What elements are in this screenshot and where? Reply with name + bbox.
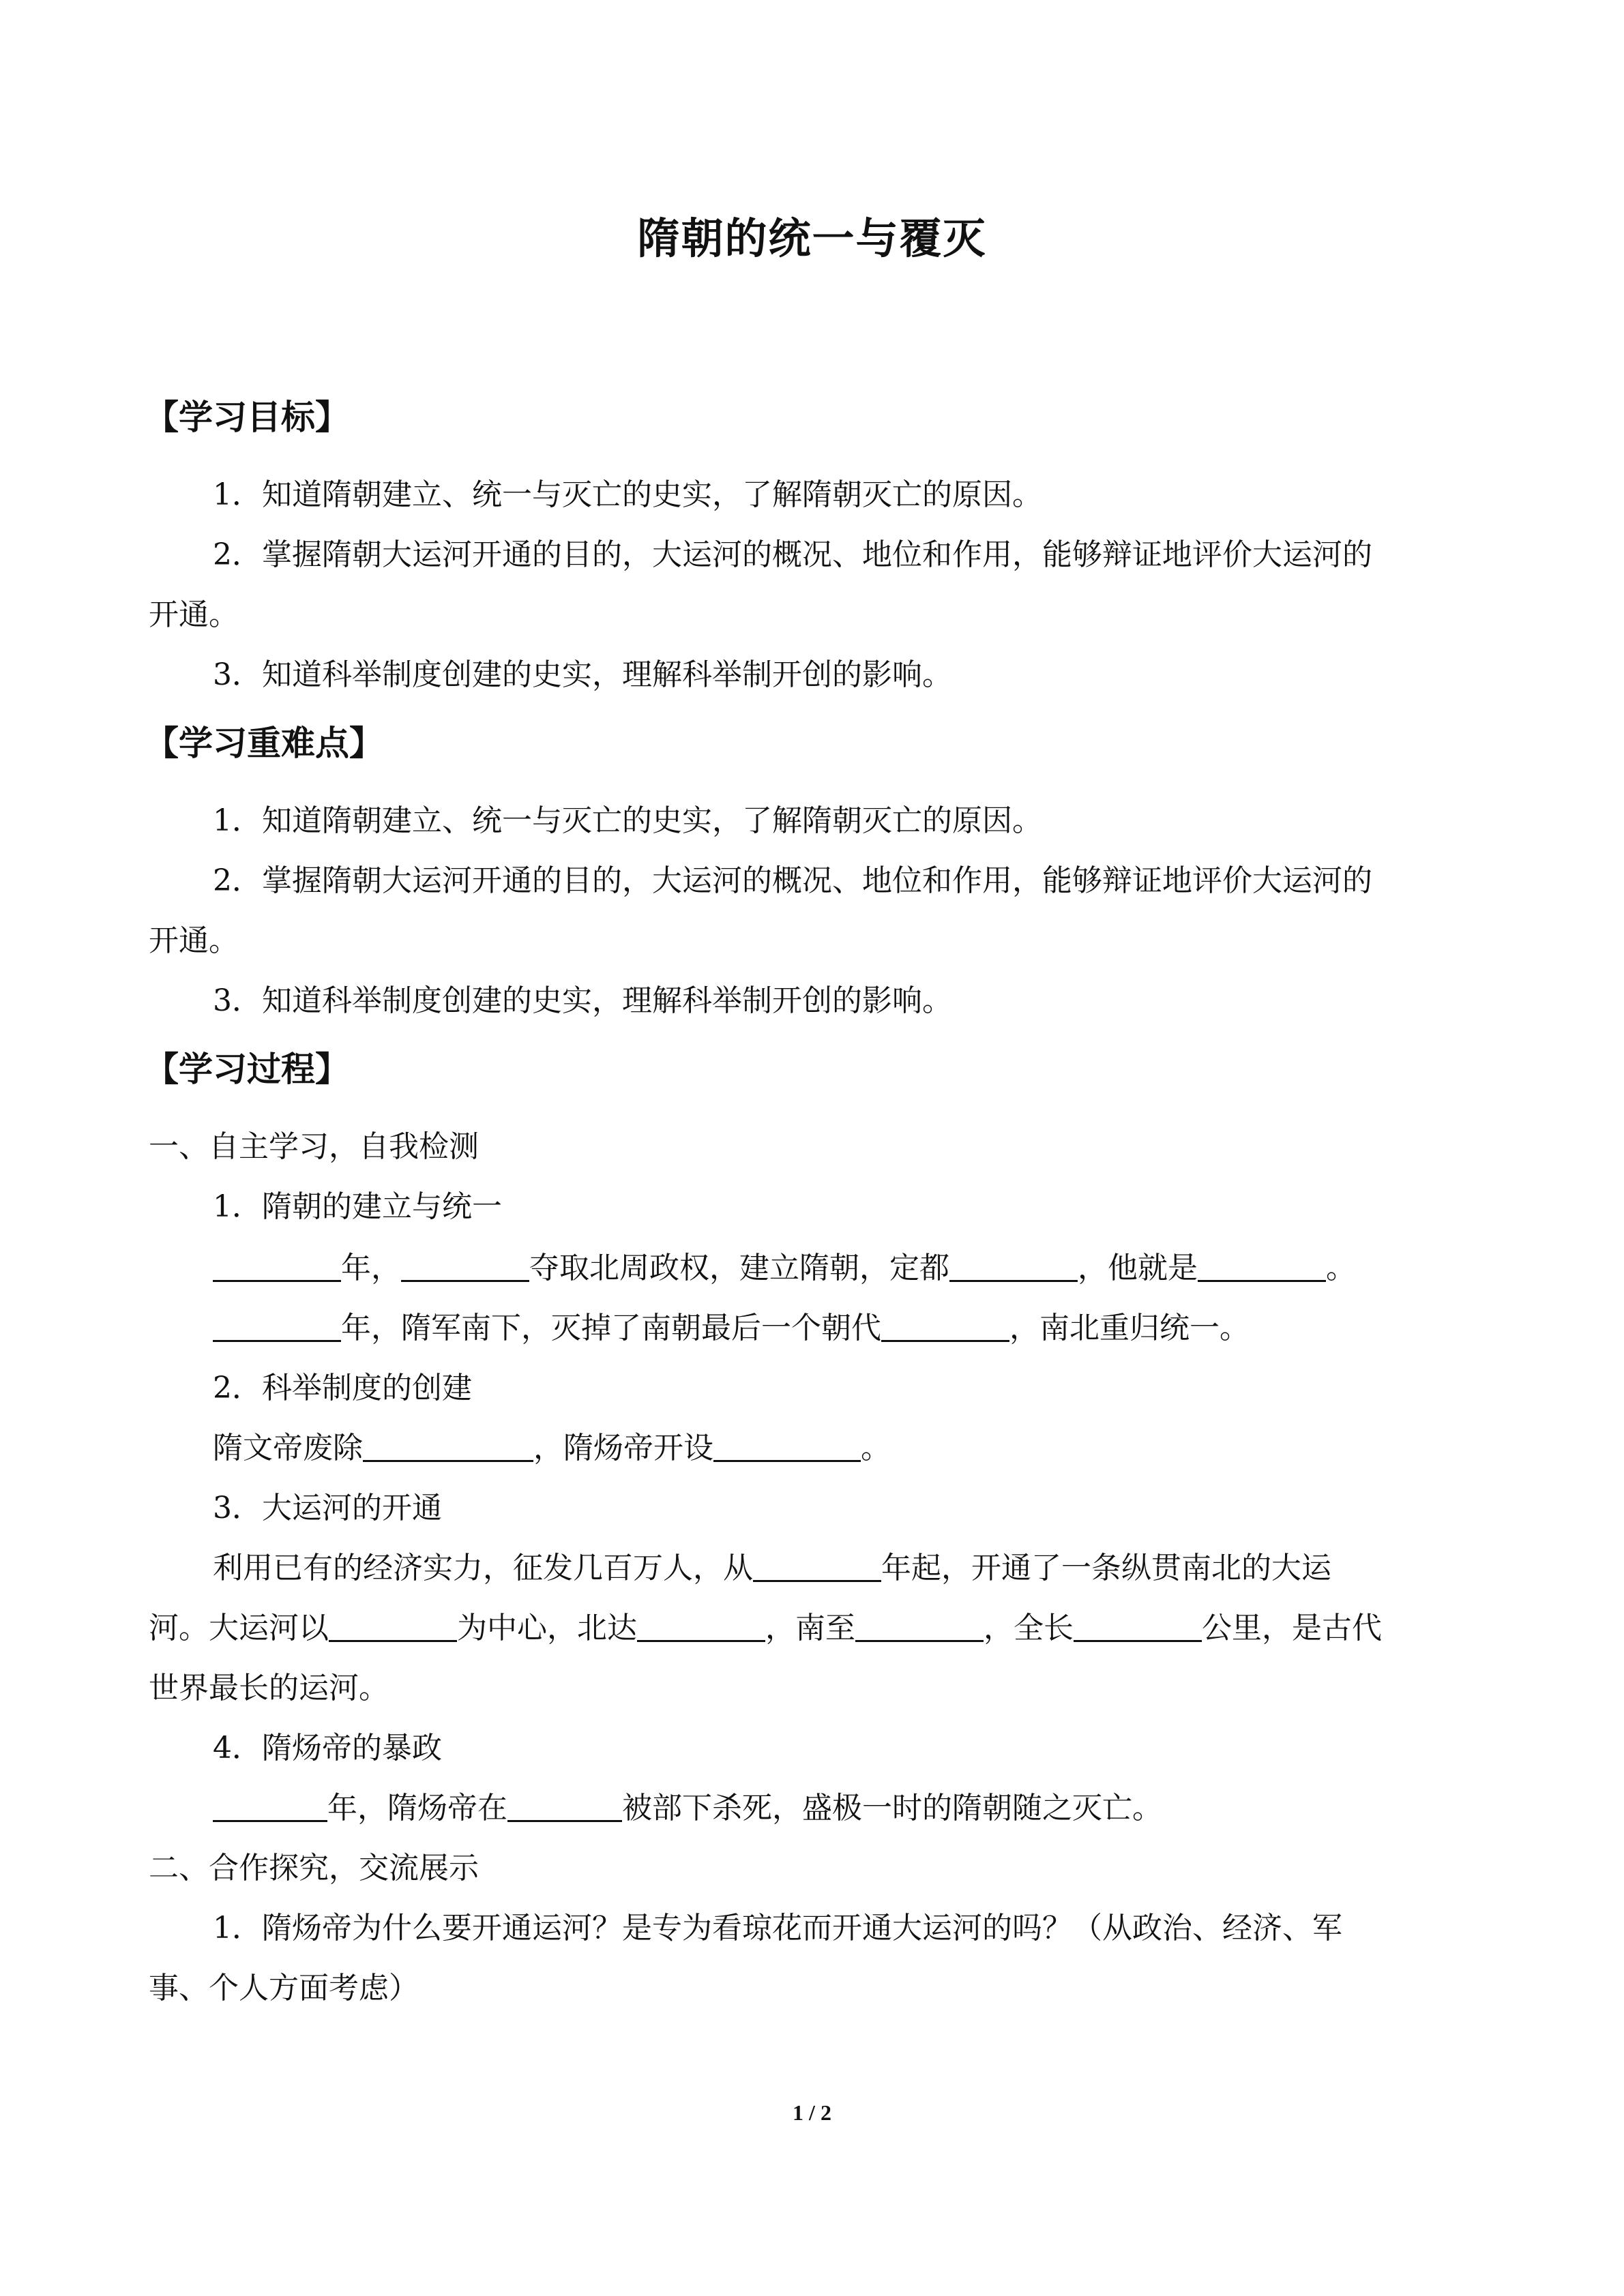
section-heading-process: 【学习过程】 [145,1049,349,1089]
objective-item-3: 3．知道科举制度创建的史实，理解科举制开创的影响。 [213,657,952,692]
subsection-title-founding: 1．隋朝的建立与统一 [213,1189,502,1224]
question-1-line-2: 事、个人方面考虑） [149,1971,419,2006]
blank-established[interactable] [713,1431,861,1462]
blank-capital[interactable] [949,1251,1078,1282]
blank-place[interactable] [507,1791,622,1822]
blank-north[interactable] [637,1611,765,1642]
part-heading-cooperation: 二、合作探究，交流展示 [149,1851,479,1885]
fill-line-canal-2: 河。大运河以 为中心，北达 ，南至 ，全长 公里，是古代 [149,1611,1382,1645]
blank-length[interactable] [1074,1611,1202,1642]
keypoint-item-3: 3．知道科举制度创建的史实，理解科举制开创的影响。 [213,983,952,1018]
blank-south[interactable] [855,1611,984,1642]
keypoint-item-2-cont: 开通。 [149,923,239,958]
blank-emperor[interactable] [1198,1251,1326,1282]
page-title: 隋朝的统一与覆灭 [637,213,987,263]
part-heading-self-study: 一、自主学习，自我检测 [149,1129,479,1164]
fill-line-unification: 年，隋军南下，灭掉了南朝最后一个朝代 ，南北重归统一。 [213,1308,1250,1349]
blank-start-year[interactable] [753,1551,881,1582]
page-number: 1 / 2 [793,2100,831,2125]
keypoint-item-2: 2．掌握隋朝大运河开通的目的，大运河的概况、地位和作用，能够辩证地评价大运河的 [213,863,1372,898]
subsection-title-canal: 3．大运河的开通 [213,1491,442,1525]
blank-year[interactable] [213,1791,327,1822]
subsection-title-tyranny: 4．隋炀帝的暴政 [213,1731,442,1765]
fill-line-canal-1: 利用已有的经济实力，征发几百万人，从 年起，开通了一条纵贯南北的大运 [213,1551,1331,1585]
subsection-title-exam: 2．科举制度的创建 [213,1371,472,1405]
blank-founder[interactable] [401,1251,529,1282]
blank-abolished[interactable] [363,1431,533,1462]
fill-line-tyranny: 年，隋炀帝在 被部下杀死，盛极一时的隋朝随之灭亡。 [213,1788,1162,1829]
fill-line-founding: 年， 夺取北周政权，建立隋朝，定都 ，他就是 。 [213,1248,1356,1289]
objective-item-2-cont: 开通。 [149,597,239,632]
blank-year[interactable] [213,1251,341,1282]
section-heading-keypoints: 【学习重难点】 [145,724,383,763]
objective-item-1: 1．知道隋朝建立、统一与灭亡的史实，了解隋朝灭亡的原因。 [213,477,1042,512]
question-1-line-1: 1．隋炀帝为什么要开通运河？是专为看琼花而开通大运河的吗？（从政治、经济、军 [213,1911,1342,1945]
section-heading-objectives: 【学习目标】 [145,398,349,437]
canal-line-3: 世界最长的运河。 [149,1671,389,1705]
blank-year[interactable] [213,1311,341,1342]
blank-center[interactable] [329,1611,457,1642]
blank-dynasty[interactable] [881,1311,1009,1342]
objective-item-2: 2．掌握隋朝大运河开通的目的，大运河的概况、地位和作用，能够辩证地评价大运河的 [213,537,1372,572]
fill-line-exam: 隋文帝废除 ，隋炀帝开设 。 [213,1431,891,1465]
keypoint-item-1: 1．知道隋朝建立、统一与灭亡的史实，了解隋朝灭亡的原因。 [213,803,1042,838]
